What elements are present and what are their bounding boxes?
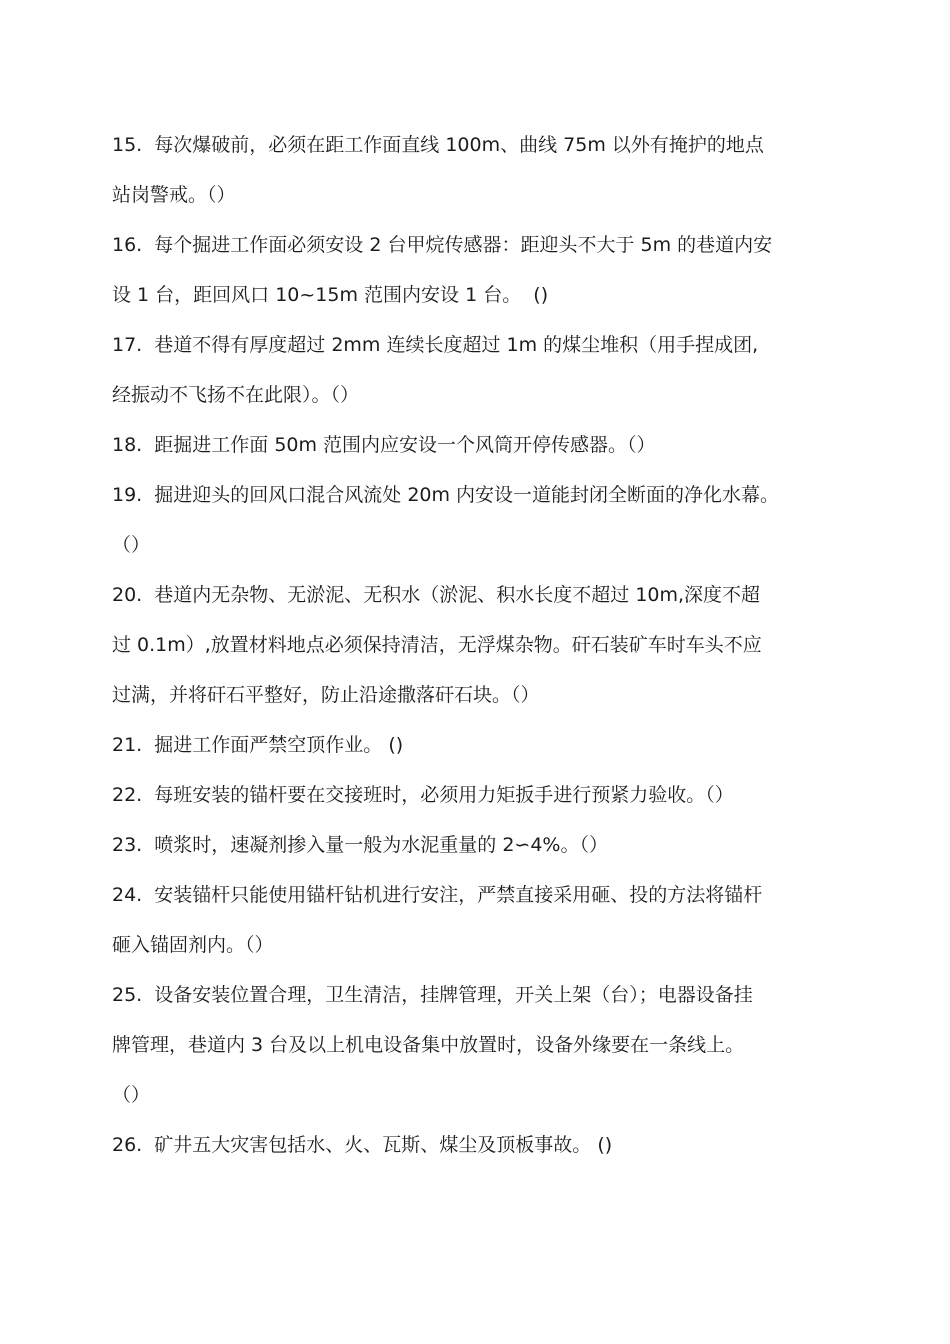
question-line: （） [112,534,151,556]
question-line: 26. 矿井五大灾害包括水、火、瓦斯、煤尘及顶板事故。 () [112,1134,613,1156]
question-list [112,120,842,1170]
question-line: 16. 每个掘进工作面必须安设 2 台甲烷传感器：距迎头不大于 5m 的巷道内安 [112,234,773,256]
question-line: 18. 距掘进工作面 50m 范围内应安设一个风筒开停传感器。（） [112,434,656,456]
question-item [112,570,842,720]
question-line: 23. 喷浆时，速凝剂掺入量一般为水泥重量的 2∽4%。（） [112,834,608,856]
question-line: （） [112,1084,151,1106]
question-line: 19. 掘进迎头的回风口混合风流处 20m 内安设一道能封闭全断面的净化水幕。 [112,484,780,506]
question-item [112,1120,842,1170]
question-line: 经振动不飞扬不在此限）。（） [112,384,360,406]
question-line: 过满，并将矸石平整好，防止沿途撒落矸石块。（） [112,684,540,706]
question-line: 20. 巷道内无杂物、无淤泥、无积水（淤泥、积水长度不超过 10m,深度不超 [112,584,761,606]
question-line: 砸入锚固剂内。（） [112,934,274,956]
question-line: 过 0.1m）,放置材料地点必须保持清洁，无浮煤杂物。矸石装矿车时车头不应 [112,634,762,656]
question-line: 21. 掘进工作面严禁空顶作业。 () [112,734,404,756]
question-item [112,220,842,320]
question-item [112,720,842,770]
question-line: 22. 每班安装的锚杆要在交接班时，必须用力矩扳手进行预紧力验收。（） [112,784,734,806]
question-item [112,870,842,970]
question-line: 24. 安装锚杆只能使用锚杆钻机进行安注，严禁直接采用砸、投的方法将锚杆 [112,884,763,906]
question-item [112,970,842,1120]
question-item [112,320,842,420]
question-line: 站岗警戒。（） [112,184,236,206]
question-item [112,820,842,870]
question-line: 17. 巷道不得有厚度超过 2mm 连续长度超过 1m 的煤尘堆积（用手捏成团, [112,334,759,356]
question-line: 15. 每次爆破前，必须在距工作面直线 100m、曲线 75m 以外有掩护的地点 [112,134,764,156]
question-line: 牌管理，巷道内 3 台及以上机电设备集中放置时，设备外缘要在一条线上。 [112,1034,745,1056]
question-item [112,770,842,820]
question-item [112,470,842,570]
question-item [112,120,842,220]
question-line: 25. 设备安装位置合理，卫生清洁，挂牌管理，开关上架（台）；电器设备挂 [112,984,753,1006]
question-item [112,420,842,470]
question-line: 设 1 台，距回风口 10~15m 范围内安设 1 台。 () [112,284,549,306]
